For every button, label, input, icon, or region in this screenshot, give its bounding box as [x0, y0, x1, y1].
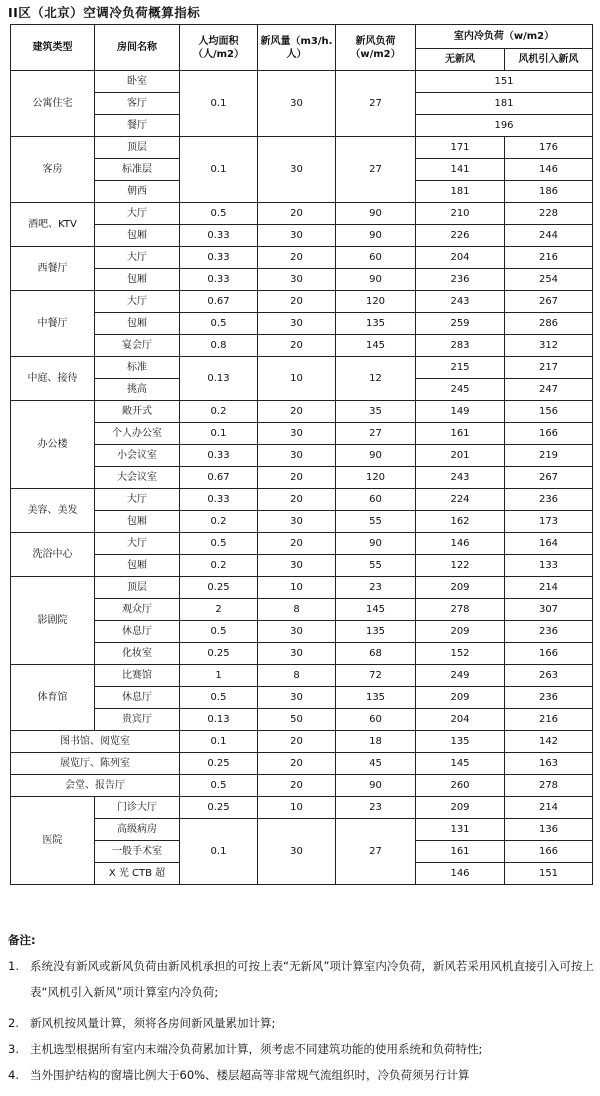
cell-fresh-air-volume: 20 [258, 247, 336, 269]
cell-fresh-air-load: 23 [336, 577, 416, 599]
cell-area-per-person: 0.2 [180, 511, 258, 533]
cell-room-name: 卧室 [95, 71, 180, 93]
cell-indoor-load: 196 [416, 115, 593, 137]
cell-building-type: 客房 [11, 137, 95, 203]
cell-room-name: 观众厅 [95, 599, 180, 621]
cell-fresh-air-load: 145 [336, 335, 416, 357]
cell-with-fresh-air: 164 [505, 533, 593, 555]
cell-with-fresh-air: 163 [505, 753, 593, 775]
cooling-load-table [10, 24, 593, 885]
cell-fresh-air-load: 23 [336, 797, 416, 819]
cell-room-name: 敞开式 [95, 401, 180, 423]
cell-building-type: 影剧院 [11, 577, 95, 665]
cell-area-per-person: 0.67 [180, 291, 258, 313]
cell-no-fresh-air: 201 [416, 445, 505, 467]
table-row [11, 313, 593, 335]
cell-with-fresh-air: 136 [505, 819, 593, 841]
table-row [11, 445, 593, 467]
cell-with-fresh-air: 166 [505, 841, 593, 863]
cell-fresh-air-volume: 30 [258, 643, 336, 665]
cell-room-name: 挑高 [95, 379, 180, 401]
cell-with-fresh-air: 254 [505, 269, 593, 291]
cell-room-name: 大会议室 [95, 467, 180, 489]
cell-area-per-person: 0.33 [180, 489, 258, 511]
cell-fresh-air-volume: 20 [258, 203, 336, 225]
cell-no-fresh-air: 131 [416, 819, 505, 841]
cell-room-name: 休息厅 [95, 621, 180, 643]
cell-room-name: 大厅 [95, 247, 180, 269]
cell-room-name: 一般手术室 [95, 841, 180, 863]
cell-fresh-air-volume: 50 [258, 709, 336, 731]
table-row [11, 423, 593, 445]
cell-fresh-air-load: 135 [336, 687, 416, 709]
cell-with-fresh-air: 236 [505, 687, 593, 709]
header-building-type: 建筑类型 [11, 25, 95, 71]
cell-building-type: 展览厅、陈列室 [11, 753, 180, 775]
cell-fresh-air-load: 90 [336, 445, 416, 467]
cell-no-fresh-air: 162 [416, 511, 505, 533]
cell-fresh-air-volume: 30 [258, 71, 336, 137]
cell-fresh-air-load: 90 [336, 203, 416, 225]
cell-room-name: 小会议室 [95, 445, 180, 467]
cell-fresh-air-volume: 20 [258, 401, 336, 423]
cell-fresh-air-volume: 30 [258, 137, 336, 203]
note-text: 系统没有新风或新风负荷由新风机承担的可按上表“无新风”项计算室内冷负荷，新风若采用风机直接引入可按上表“风机引入新风”项计算室内冷负荷; [30, 959, 594, 999]
cell-fresh-air-load: 60 [336, 489, 416, 511]
cell-fresh-air-load: 27 [336, 137, 416, 203]
cell-fresh-air-load: 60 [336, 709, 416, 731]
cell-area-per-person: 0.5 [180, 687, 258, 709]
cell-no-fresh-air: 171 [416, 137, 505, 159]
note-item [8, 1015, 596, 1031]
cell-fresh-air-load: 135 [336, 313, 416, 335]
cell-no-fresh-air: 245 [416, 379, 505, 401]
cell-no-fresh-air: 243 [416, 291, 505, 313]
cell-no-fresh-air: 210 [416, 203, 505, 225]
cell-fresh-air-load: 120 [336, 291, 416, 313]
cell-area-per-person: 0.13 [180, 357, 258, 401]
cell-fresh-air-load: 18 [336, 731, 416, 753]
cell-building-type: 西餐厅 [11, 247, 95, 291]
cell-fresh-air-load: 45 [336, 753, 416, 775]
cell-area-per-person: 0.5 [180, 621, 258, 643]
cell-fresh-air-load: 55 [336, 511, 416, 533]
cell-no-fresh-air: 149 [416, 401, 505, 423]
cell-fresh-air-volume: 20 [258, 775, 336, 797]
cell-room-name: 大厅 [95, 489, 180, 511]
cell-fresh-air-volume: 10 [258, 577, 336, 599]
notes-heading: 备注: [8, 933, 36, 947]
cell-fresh-air-volume: 8 [258, 665, 336, 687]
note-item [8, 1067, 596, 1083]
table-row [11, 665, 593, 687]
cell-room-name: 高级病房 [95, 819, 180, 841]
note-item [8, 958, 596, 1005]
cell-indoor-load: 151 [416, 71, 593, 93]
cell-no-fresh-air: 260 [416, 775, 505, 797]
cell-with-fresh-air: 263 [505, 665, 593, 687]
cell-fresh-air-load: 90 [336, 533, 416, 555]
cell-with-fresh-air: 176 [505, 137, 593, 159]
cell-with-fresh-air: 214 [505, 577, 593, 599]
cell-no-fresh-air: 161 [416, 841, 505, 863]
cell-building-type: 中餐厅 [11, 291, 95, 357]
cell-room-name: 客厅 [95, 93, 180, 115]
cell-building-type: 图书馆、阅览室 [11, 731, 180, 753]
cell-room-name: 包厢 [95, 555, 180, 577]
cell-fresh-air-volume: 20 [258, 753, 336, 775]
cell-with-fresh-air: 216 [505, 247, 593, 269]
cell-area-per-person: 0.25 [180, 577, 258, 599]
cell-with-fresh-air: 278 [505, 775, 593, 797]
table-row [11, 775, 593, 797]
cell-area-per-person: 0.1 [180, 423, 258, 445]
cell-area-per-person: 0.2 [180, 555, 258, 577]
table-row [11, 533, 593, 555]
cell-with-fresh-air: 267 [505, 291, 593, 313]
cell-fresh-air-load: 27 [336, 423, 416, 445]
cell-no-fresh-air: 236 [416, 269, 505, 291]
header-no-fresh-air: 无新风 [416, 49, 505, 71]
table-row [11, 489, 593, 511]
cell-fresh-air-volume: 30 [258, 225, 336, 247]
header-with-fresh-air: 风机引入新风 [505, 49, 593, 71]
cell-with-fresh-air: 217 [505, 357, 593, 379]
table-row [11, 599, 593, 621]
notes-section [8, 932, 596, 1093]
cell-with-fresh-air: 173 [505, 511, 593, 533]
cell-fresh-air-load: 90 [336, 225, 416, 247]
cell-fresh-air-volume: 30 [258, 445, 336, 467]
cell-fresh-air-load: 145 [336, 599, 416, 621]
cell-no-fresh-air: 146 [416, 533, 505, 555]
cell-fresh-air-volume: 30 [258, 687, 336, 709]
cell-fresh-air-load: 12 [336, 357, 416, 401]
cell-room-name: 门诊大厅 [95, 797, 180, 819]
cell-no-fresh-air: 215 [416, 357, 505, 379]
cell-no-fresh-air: 135 [416, 731, 505, 753]
table-row [11, 291, 593, 313]
header-area-per-person: 人均面积（人/m2） [180, 25, 258, 71]
table-row [11, 731, 593, 753]
cell-area-per-person: 0.2 [180, 401, 258, 423]
cell-fresh-air-load: 60 [336, 247, 416, 269]
cell-room-name: 包厢 [95, 313, 180, 335]
cell-no-fresh-air: 209 [416, 797, 505, 819]
cell-area-per-person: 0.1 [180, 71, 258, 137]
table-row [11, 401, 593, 423]
cell-with-fresh-air: 156 [505, 401, 593, 423]
table-row [11, 753, 593, 775]
table-row [11, 555, 593, 577]
cell-area-per-person: 0.5 [180, 203, 258, 225]
cell-area-per-person: 0.5 [180, 775, 258, 797]
note-text: 当外围护结构的窗墙比例大于60%、楼层超高等非常规气流组织时，冷负荷须另行计算 [30, 1068, 470, 1082]
cell-building-type: 洗浴中心 [11, 533, 95, 577]
table-row [11, 467, 593, 489]
cell-room-name: 休息厅 [95, 687, 180, 709]
cell-with-fresh-air: 236 [505, 621, 593, 643]
cell-building-type: 酒吧、KTV [11, 203, 95, 247]
cell-no-fresh-air: 226 [416, 225, 505, 247]
cell-room-name: 包厢 [95, 511, 180, 533]
table-row [11, 511, 593, 533]
cell-no-fresh-air: 181 [416, 181, 505, 203]
cell-room-name: X 光 CTB 超 [95, 863, 180, 885]
cell-room-name: 大厅 [95, 203, 180, 225]
cell-with-fresh-air: 247 [505, 379, 593, 401]
cell-no-fresh-air: 224 [416, 489, 505, 511]
cell-fresh-air-volume: 20 [258, 467, 336, 489]
cell-fresh-air-load: 135 [336, 621, 416, 643]
cell-building-type: 体育馆 [11, 665, 95, 731]
cell-building-type: 会堂、报告厅 [11, 775, 180, 797]
cell-area-per-person: 0.13 [180, 709, 258, 731]
cell-no-fresh-air: 161 [416, 423, 505, 445]
cell-area-per-person: 0.33 [180, 445, 258, 467]
cell-with-fresh-air: 228 [505, 203, 593, 225]
cell-fresh-air-volume: 20 [258, 291, 336, 313]
cell-fresh-air-load: 90 [336, 269, 416, 291]
note-number: 2. [8, 1016, 19, 1030]
cell-building-type: 美容、美发 [11, 489, 95, 533]
note-text: 新风机按风量计算，须将各房间新风量累加计算; [30, 1016, 276, 1030]
cell-no-fresh-air: 259 [416, 313, 505, 335]
cell-with-fresh-air: 146 [505, 159, 593, 181]
cell-fresh-air-volume: 30 [258, 313, 336, 335]
cell-room-name: 大厅 [95, 533, 180, 555]
table-row [11, 335, 593, 357]
table-row [11, 621, 593, 643]
table-row [11, 687, 593, 709]
cell-no-fresh-air: 152 [416, 643, 505, 665]
cell-no-fresh-air: 209 [416, 577, 505, 599]
cell-with-fresh-air: 244 [505, 225, 593, 247]
table-row [11, 797, 593, 819]
cell-area-per-person: 0.5 [180, 533, 258, 555]
cell-with-fresh-air: 216 [505, 709, 593, 731]
cell-area-per-person: 0.1 [180, 137, 258, 203]
cell-with-fresh-air: 151 [505, 863, 593, 885]
header-indoor-load: 室内冷负荷（w/m2） [416, 25, 593, 49]
cell-room-name: 大厅 [95, 291, 180, 313]
cell-room-name: 朝西 [95, 181, 180, 203]
cell-fresh-air-volume: 8 [258, 599, 336, 621]
cell-room-name: 个人办公室 [95, 423, 180, 445]
cell-fresh-air-volume: 30 [258, 269, 336, 291]
note-number: 1. [8, 959, 19, 973]
cell-indoor-load: 181 [416, 93, 593, 115]
header-room-name: 房间名称 [95, 25, 180, 71]
cell-fresh-air-volume: 30 [258, 621, 336, 643]
cell-fresh-air-volume: 20 [258, 335, 336, 357]
cell-with-fresh-air: 267 [505, 467, 593, 489]
table-row [11, 643, 593, 665]
cell-with-fresh-air: 186 [505, 181, 593, 203]
cell-area-per-person: 0.33 [180, 225, 258, 247]
cell-fresh-air-load: 72 [336, 665, 416, 687]
table-row [11, 819, 593, 841]
cell-building-type: 医院 [11, 797, 95, 885]
cell-area-per-person: 0.25 [180, 643, 258, 665]
cell-no-fresh-air: 249 [416, 665, 505, 687]
cell-no-fresh-air: 283 [416, 335, 505, 357]
cell-area-per-person: 0.25 [180, 797, 258, 819]
cell-no-fresh-air: 243 [416, 467, 505, 489]
cell-fresh-air-load: 55 [336, 555, 416, 577]
cell-fresh-air-load: 68 [336, 643, 416, 665]
cell-fresh-air-volume: 20 [258, 489, 336, 511]
table-row [11, 709, 593, 731]
cell-area-per-person: 0.33 [180, 269, 258, 291]
cell-no-fresh-air: 141 [416, 159, 505, 181]
note-number: 4. [8, 1068, 19, 1082]
cell-with-fresh-air: 142 [505, 731, 593, 753]
table-row [11, 247, 593, 269]
cell-no-fresh-air: 145 [416, 753, 505, 775]
cell-room-name: 顶层 [95, 577, 180, 599]
cell-room-name: 比赛馆 [95, 665, 180, 687]
table-row [11, 71, 593, 93]
cell-room-name: 化妆室 [95, 643, 180, 665]
cell-room-name: 标准层 [95, 159, 180, 181]
cell-room-name: 标准 [95, 357, 180, 379]
cell-room-name: 宴会厅 [95, 335, 180, 357]
cell-with-fresh-air: 166 [505, 423, 593, 445]
cell-room-name: 包厢 [95, 269, 180, 291]
table-row [11, 269, 593, 291]
cell-no-fresh-air: 209 [416, 621, 505, 643]
cell-fresh-air-volume: 20 [258, 533, 336, 555]
cell-with-fresh-air: 166 [505, 643, 593, 665]
table-row [11, 203, 593, 225]
cell-area-per-person: 0.5 [180, 313, 258, 335]
cell-fresh-air-volume: 20 [258, 731, 336, 753]
cell-with-fresh-air: 286 [505, 313, 593, 335]
cell-with-fresh-air: 133 [505, 555, 593, 577]
cell-area-per-person: 2 [180, 599, 258, 621]
cell-area-per-person: 0.25 [180, 753, 258, 775]
cell-room-name: 贵宾厅 [95, 709, 180, 731]
cell-no-fresh-air: 204 [416, 247, 505, 269]
cell-room-name: 包厢 [95, 225, 180, 247]
cell-with-fresh-air: 214 [505, 797, 593, 819]
cell-fresh-air-volume: 30 [258, 819, 336, 885]
cell-building-type: 公寓住宅 [11, 71, 95, 137]
cell-fresh-air-load: 35 [336, 401, 416, 423]
cell-area-per-person: 0.67 [180, 467, 258, 489]
note-number: 3. [8, 1042, 19, 1056]
table-row [11, 137, 593, 159]
cell-fresh-air-volume: 10 [258, 357, 336, 401]
page-title: II区（北京）空调冷负荷概算指标 [8, 5, 201, 20]
cell-no-fresh-air: 122 [416, 555, 505, 577]
table-row [11, 577, 593, 599]
note-text: 主机选型根据所有室内末端冷负荷累加计算，须考虑不同建筑功能的使用系统和负荷特性; [30, 1042, 483, 1056]
cell-area-per-person: 0.1 [180, 819, 258, 885]
cell-with-fresh-air: 236 [505, 489, 593, 511]
cell-fresh-air-load: 90 [336, 775, 416, 797]
cell-fresh-air-load: 27 [336, 819, 416, 885]
cell-no-fresh-air: 146 [416, 863, 505, 885]
cell-building-type: 中庭、接待 [11, 357, 95, 401]
cell-fresh-air-load: 120 [336, 467, 416, 489]
cell-fresh-air-volume: 30 [258, 511, 336, 533]
cell-fresh-air-load: 27 [336, 71, 416, 137]
table-row [11, 357, 593, 379]
cell-room-name: 顶层 [95, 137, 180, 159]
cell-with-fresh-air: 219 [505, 445, 593, 467]
header-fresh-air-load: 新风负荷（w/m2） [336, 25, 416, 71]
table-row [11, 225, 593, 247]
cell-area-per-person: 1 [180, 665, 258, 687]
header-fresh-air-volume: 新风量（m3/h.人） [258, 25, 336, 71]
cell-with-fresh-air: 312 [505, 335, 593, 357]
cell-fresh-air-volume: 30 [258, 555, 336, 577]
cell-area-per-person: 0.8 [180, 335, 258, 357]
cell-building-type: 办公楼 [11, 401, 95, 489]
cell-area-per-person: 0.1 [180, 731, 258, 753]
cell-fresh-air-volume: 30 [258, 423, 336, 445]
cell-room-name: 餐厅 [95, 115, 180, 137]
cell-area-per-person: 0.33 [180, 247, 258, 269]
note-item [8, 1041, 596, 1057]
cell-no-fresh-air: 278 [416, 599, 505, 621]
cell-fresh-air-volume: 10 [258, 797, 336, 819]
cell-with-fresh-air: 307 [505, 599, 593, 621]
cell-no-fresh-air: 209 [416, 687, 505, 709]
cell-no-fresh-air: 204 [416, 709, 505, 731]
